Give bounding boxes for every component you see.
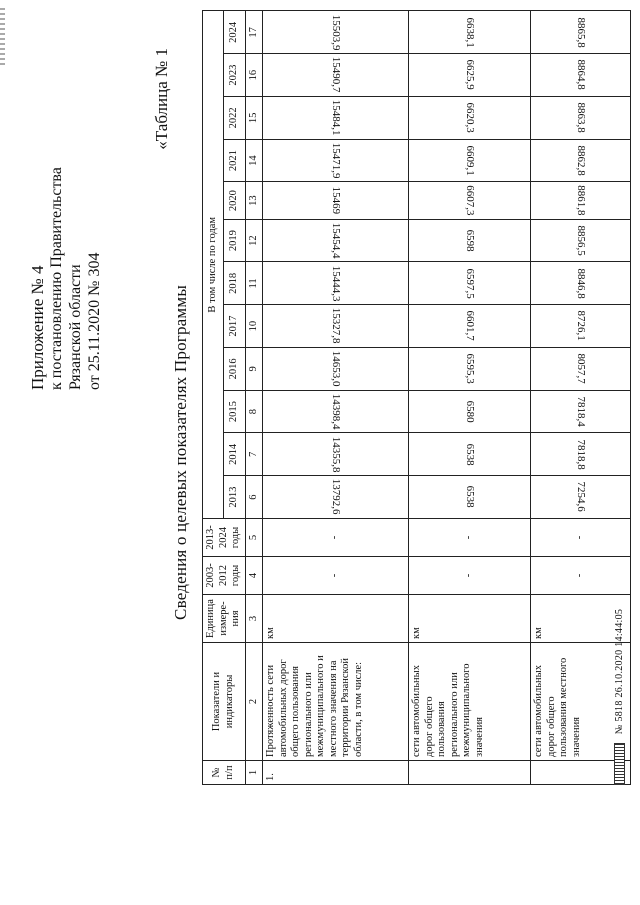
row-period-2003: -	[263, 557, 409, 595]
row-period-2003: -	[531, 557, 631, 595]
column-number: 17	[245, 11, 263, 54]
row-year-value: 6598	[409, 219, 531, 262]
header-period-2013: 2013-2024 годы	[203, 519, 246, 557]
row-unit: км	[263, 595, 409, 643]
header-indicator: Показатели и индикаторы	[203, 643, 246, 761]
row-period-2013: -	[263, 519, 409, 557]
row-number	[409, 761, 531, 785]
row-year-value: 8846,8	[531, 262, 631, 305]
row-year-value: 8865,8	[531, 11, 631, 54]
row-indicator-name: Протяженность сети автомобильных дорог общего пользования регионального или межмуниципального и местного значения на территории Рязанской области, в том числе:	[263, 643, 409, 761]
table-label: «Таблица № 1	[152, 48, 171, 150]
column-number: 4	[245, 557, 263, 595]
header-year: 2024	[224, 11, 245, 54]
header-year: 2018	[224, 262, 245, 305]
header-unit: Единица измере-ния	[203, 595, 246, 643]
column-numbers-row	[245, 11, 263, 785]
indicators-table	[202, 11, 631, 786]
row-year-value: 15454,4	[263, 219, 409, 262]
header-year: 2017	[224, 305, 245, 348]
row-year-value: 15484,1	[263, 97, 409, 140]
row-year-value: 8862,8	[531, 139, 631, 182]
row-unit: км	[409, 595, 531, 643]
row-period-2013: -	[531, 519, 631, 557]
row-year-value: 6580	[409, 390, 531, 433]
header-by-years: В том числе по годам	[203, 11, 224, 519]
header-year: 2016	[224, 348, 245, 391]
row-period-2003: -	[409, 557, 531, 595]
header-line-3: Рязанской области	[67, 264, 84, 390]
header-year: 2022	[224, 97, 245, 140]
header-year: 2013	[224, 476, 245, 519]
column-number: 3	[245, 595, 263, 643]
column-number: 15	[245, 97, 263, 140]
column-number: 13	[245, 182, 263, 219]
row-unit: км	[531, 595, 631, 643]
row-year-value: 6609,1	[409, 139, 531, 182]
row-year-value: 8863,8	[531, 97, 631, 140]
table-row	[409, 11, 531, 785]
header-line-4: от 25.11.2020 № 304	[86, 252, 103, 390]
header-no: № п/п	[203, 761, 246, 785]
table-body	[263, 11, 631, 785]
column-number: 14	[245, 139, 263, 182]
header-line-1: Приложение № 4	[28, 265, 47, 390]
column-number: 12	[245, 219, 263, 262]
column-number: 5	[245, 519, 263, 557]
row-year-value: 8864,8	[531, 54, 631, 97]
header-line-2: к постановлению Правительства	[48, 167, 65, 390]
row-period-2013: -	[409, 519, 531, 557]
row-indicator-name: сети автомобильных дорог общего пользования регионального или межмуниципального значения	[409, 643, 531, 761]
header-year: 2020	[224, 182, 245, 219]
row-year-value: 15503,9	[263, 11, 409, 54]
row-year-value: 15327,8	[263, 305, 409, 348]
row-year-value: 15444,3	[263, 262, 409, 305]
column-number: 16	[245, 54, 263, 97]
row-year-value: 7254,6	[531, 476, 631, 519]
row-year-value: 8057,7	[531, 348, 631, 391]
row-year-value: 6620,3	[409, 97, 531, 140]
row-year-value: 15490,7	[263, 54, 409, 97]
column-number: 9	[245, 348, 263, 391]
row-year-value: 6601,7	[409, 305, 531, 348]
table-row	[263, 11, 409, 785]
document-title: Сведения о целевых показателях Программы	[171, 285, 190, 620]
row-year-value: 15469	[263, 182, 409, 219]
column-number: 1	[245, 761, 263, 785]
row-indicator-name: сети автомобильных дорог общего пользования местного значения	[531, 643, 631, 761]
row-year-value: 14653,0	[263, 348, 409, 391]
column-number: 7	[245, 433, 263, 476]
row-year-value: 6597,5	[409, 262, 531, 305]
row-year-value: 8861,8	[531, 182, 631, 219]
row-year-value: 14398,4	[263, 390, 409, 433]
row-number: 1.	[263, 761, 409, 785]
row-year-value: 6607,3	[409, 182, 531, 219]
row-year-value: 6638,1	[409, 11, 531, 54]
header-year: 2015	[224, 390, 245, 433]
column-number: 10	[245, 305, 263, 348]
row-year-value: 6538	[409, 433, 531, 476]
registration-footer	[614, 609, 625, 785]
column-number: 6	[245, 476, 263, 519]
row-year-value: 8726,1	[531, 305, 631, 348]
row-year-value: 6625,9	[409, 54, 531, 97]
header-year: 2021	[224, 139, 245, 182]
header-period-2003: 2003-2012 годы	[203, 557, 246, 595]
row-year-value: 7818,4	[531, 390, 631, 433]
row-year-value: 6538	[409, 476, 531, 519]
row-year-value: 7818,8	[531, 433, 631, 476]
header-year: 2014	[224, 433, 245, 476]
column-number: 11	[245, 262, 263, 305]
row-year-value: 13792,6	[263, 476, 409, 519]
header-year: 2019	[224, 219, 245, 262]
column-number: 2	[245, 643, 263, 761]
scan-noise	[0, 5, 5, 65]
barcode-stamp	[614, 743, 625, 785]
header-year: 2023	[224, 54, 245, 97]
registration-number: № 5818 26.10.2020 14:44:05	[614, 608, 625, 735]
document-header	[28, 60, 104, 390]
row-year-value: 8856,5	[531, 219, 631, 262]
row-year-value: 15471,9	[263, 139, 409, 182]
column-number: 8	[245, 390, 263, 433]
row-year-value: 14355,8	[263, 433, 409, 476]
row-year-value: 6595,3	[409, 348, 531, 391]
